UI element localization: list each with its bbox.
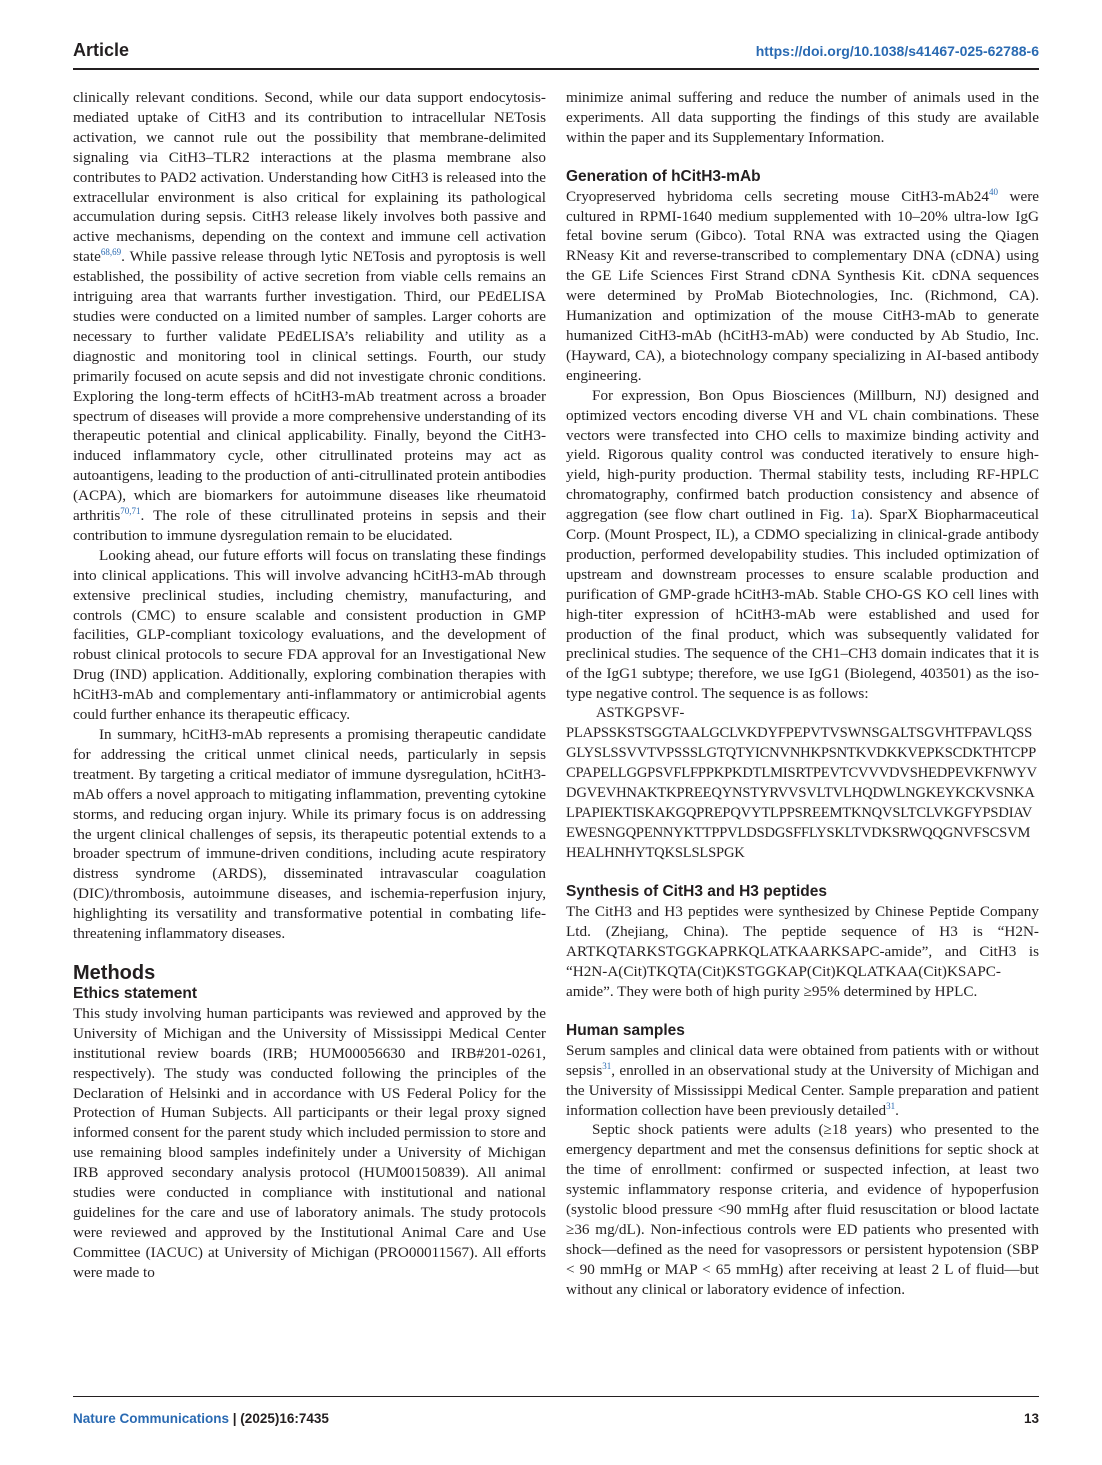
human-samples-paragraph-1: Serum samples and clinical data were obtained from patients with or without sepsis$^{31}$, enrolled in an observational study at the University of Michigan and the University of Mississippi Medical Center. Sample preparation and patient information collection have been previously detailed$^{31}$. [566, 1041, 1039, 1119]
volume-info: | (2025)16:7435 [229, 1411, 329, 1426]
human-samples-paragraph-2: Septic shock patients were adults (≥18 years) who presented to the emergency department and met the consensus definitions for septic shock at the time of enrollment: confirmed or suspected infection, at least two systemic inflammatory response criteria, and evidence of hypoperfusion (systolic blood pressure <90 mmHg after fluid resuscitation or blood lactate ≥36 mg/dL). Non-infectious controls were ED patients who presented with shock—defined as the need for vasopressors or persistent hypotension (SBP < 90 mmHg or MAP < 65 mmHg) after receiving at least 2 L of fluid—but without any clinical or laboratory evidence of infection. [566, 1121, 1039, 1298]
synthesis-heading: Synthesis of CitH3 and H3 peptides [566, 883, 827, 901]
left-column [73, 88, 546, 1283]
citation-31[interactable]: 31 [602, 1060, 612, 1071]
header-rule [73, 68, 1039, 70]
generation-paragraph-2: For expression, Bon Opus Biosciences (Millburn, NJ) designed and optimized vectors encoding diverse VH and VL chain combinations. These vectors were transfected into CHO cells to maximize binding activity and yield. Rigorous quality control was conducted iteratively to ensure high-yield, high-purity production. Thermal stability tests, including RF-HPLC chromatography, confirmed batch production consistency and absence of aggregation (see flow chart outlined in Fig. 1a). SparX Biopharmaceutical Corp. (Mount Prospect, IL), a CDMO specializing in clinical-grade antibody production, performed developability studies. This included optimization of upstream and downstream processes to ensure scalable production and purification of GMP-grade hCitH3-mAb. Stable CHO-GS KO cell lines with high-titer expression of hCitH3-mAb were established and used for production of the final product, which was subsequently validated for preclinical studies. The sequence of the CH1–CH3 domain indicates that it is of the IgG1 subtype; therefore, we use IgG1 (Biolegend, 403501) as the isotype negative control. The sequence is as follows: [566, 386, 1039, 703]
ethics-paragraph: This study involving human participants was reviewed and approved by the University of Michigan and the University of Mississippi Medical Center institutional review boards (IRB; HUM00056630 and IRB#201-0261, respectively). The study was conducted following the principles of the Declaration of Helsinki and in accordance with US Federal Policy for the Protection of Human Subjects. All participants or their legal proxy signed informed consent for the parent study which included permission to store and use remaining blood samples indefinitely under a University of Michigan IRB approved secondary analysis protocol (HUM00150839). All animal studies were conducted in compliance with institutional and national guidelines for the care and use of laboratory animals. The study protocols were reviewed and approved by the Institutional Animal Care and Use Committee (IACUC) at University of Michigan (PRO00011567). All efforts were made to [73, 1004, 546, 1281]
footer-rule [73, 1396, 1039, 1397]
methods-heading: Methods [73, 961, 156, 984]
discussion-paragraph-2: Looking ahead, our future efforts will focus on translating these findings into clinical applications. This will involve advancing hCitH3-mAb through extensive preclinical studies, including chemistry, manufacturing, and controls (CMC) to ensure scalable and consistent production in GMP facilities, GLP-compliant toxicology evaluations, and the development of robust clinical protocols to secure FDA approval for an Investigational New Drug (IND) application. Additionally, exploring combination therapies with hCitH3-mAb and complementary anti-inflammatory or antimicrobial agents could further enhance its therapeutic efficacy. [73, 546, 546, 724]
sequence-first-line: ASTKGPSVF- [596, 705, 685, 722]
synthesis-paragraph: The CitH3 and H3 peptides were synthesized by Chinese Peptide Company Ltd. (Zhejiang, China). The peptide sequence of H3 is “H2N-ARTKQTARKSTGGKAPRKQLATKAARKSAPC-amide”, and CitH3 is “H2N-A(Cit)TKQTA(Cit)KSTGGKAP(Cit)KQLATKAA(Cit)KSAPC-amide”. They were both of high purity ≥95% determined by HPLC. [566, 903, 1039, 1000]
section-label: Article [73, 40, 130, 60]
human-samples-heading: Human samples [566, 1021, 685, 1039]
citation-40[interactable]: 40 [988, 186, 998, 197]
page-header [73, 40, 1039, 68]
ethics-paragraph-continued: minimize animal suffering and reduce the number of animals used in the experiments. All data supporting the findings of this study are available within the paper and its Supplementary Information. [566, 89, 1039, 146]
citation-68-69[interactable]: 68,69 [100, 247, 122, 258]
journal-name[interactable]: Nature Communications | (2025)16:7435 [73, 1411, 329, 1426]
figure-1-link[interactable]: 1 [849, 506, 858, 524]
right-column [566, 88, 1039, 1300]
citation-31-b[interactable]: 31 [886, 1100, 896, 1111]
doi-link[interactable]: https://doi.org/10.1038/s41467-025-62788-6 [755, 43, 1039, 59]
antibody-sequence: PLAPSSKSTSGGTAALGCLVKDYFPEPVTVSWNSGALTSGVHTFPAVLQSSGLYSLSSVVTVPSSSLGTQTYICNVNHKPSNTKVDKKVEPKSCDKTHTCPPCPAPELLGGPSVFLFPPKPKDTLMISRTPEVTCVVVDVSHEDPEVKFNWYVDGVEVHNAKTKPREEQYNSTYRVVSVLTVLHQDWLNGKEYKCKVSNKALPAPIEKTISKAKGQPREPQVYTLPPSREEMTKNQVSLTCLVKGFYPSDIAVEWESNGQPENNYKTTPPVLDSDGSFFLYSKLTVDKSRWQQGNVFSCSVMHEALHNHYTQKSLSLSPGK [566, 725, 1037, 861]
ethics-heading: Ethics statement [73, 984, 198, 1002]
page-footer [73, 1411, 1039, 1431]
generation-heading: Generation of hCitH3-mAb [566, 167, 761, 185]
generation-paragraph-1: Cryopreserved hybridoma cells secreting mouse $CitH3-mAb24^{40}$ were cultured in RPMI-1640 medium supplemented with 10–20% ultra-low IgG fetal bovine serum (Gibco). Total RNA was extracted using the Qiagen RNeasy Kit and reverse-transcribed to complementary DNA (cDNA) using the GE Life Sciences First Strand cDNA Synthesis Kit. cDNA sequences were determined by ProMab Biotechnologies, Inc. (Richmond, CA). Humanization and optimization of the mouse CitH3-mAb to generate humanized CitH3-mAb (hCitH3-mAb) were conducted by Ab Studio, Inc. (Hayward, CA), a biotechnology company specializing in AI-based antibody engineering. [566, 186, 1039, 384]
discussion-paragraph-1: clinically relevant conditions. Second, while our data support endocytosis-mediated uptake of CitH3 and its contribution to intracellular NETosis activation, we cannot rule out the possibility that membrane-delimited signaling via CitH3–TLR2 interactions at the plasma membrane also contributes to PAD2 activation. Understanding how CitH3 is released into the extracellular environment is also critical for explaining its pathological accumulation during sepsis. CitH3 release likely involves both passive and active mechanisms, depending on the context and immune cell activation state$^{68,69}$. While passive release through lytic NETosis and pyroptosis is well established, the possibility of active secretion from viable cells remains an intriguing area that warrants further investigation. Third, our PEdELISA studies were conducted on a limited number of samples. Larger cohorts are necessary to further validate PEdELISA’s reliability and utility as a diagnostic and monitoring tool in clinical settings. Fourth, our study primarily focused on acute sepsis and did not investigate chronic conditions. Exploring the long-term effects of hCitH3-mAb treatment across a broader spectrum of diseases will provide a more comprehensive understanding of its therapeutic potential and clinical applicability. Finally, beyond the CitH3-induced inflammatory cycle, other citrullinated proteins may act as autoantigens, leading to the production of anti-citrullinated protein antibodies (ACPA), which are biomarkers for autoimmune diseases like rheumatoid arthritis$^{70,71}$. The role of these citrullinated proteins in sepsis and their contribution to immune dysregulation remain to be elucidated. [73, 89, 546, 544]
citation-70-71[interactable]: 70,71 [120, 506, 141, 517]
page-number: 13 [1023, 1411, 1039, 1426]
discussion-paragraph-3: In summary, hCitH3-mAb represents a promising therapeutic candidate for addressing the critical unmet clinical needs, particularly in sepsis treatment. By targeting a critical mediator of immune dysregulation, hCitH3-mAb offers a novel approach to mitigating inflammation, preventing cytokine storms, and reducing organ injury. While its primary focus is on addressing the urgent clinical challenges of sepsis, its therapeutic potential extends to a broader spectrum of immune-driven conditions, including acute respiratory distress syndrome (ARDS), disseminated intravascular coagulation (DIC)/thrombosis, autoimmune diseases, and ischemia-reperfusion injury, highlighting its versatility and transformative potential in combating life-threatening inflammatory diseases. [73, 726, 546, 943]
